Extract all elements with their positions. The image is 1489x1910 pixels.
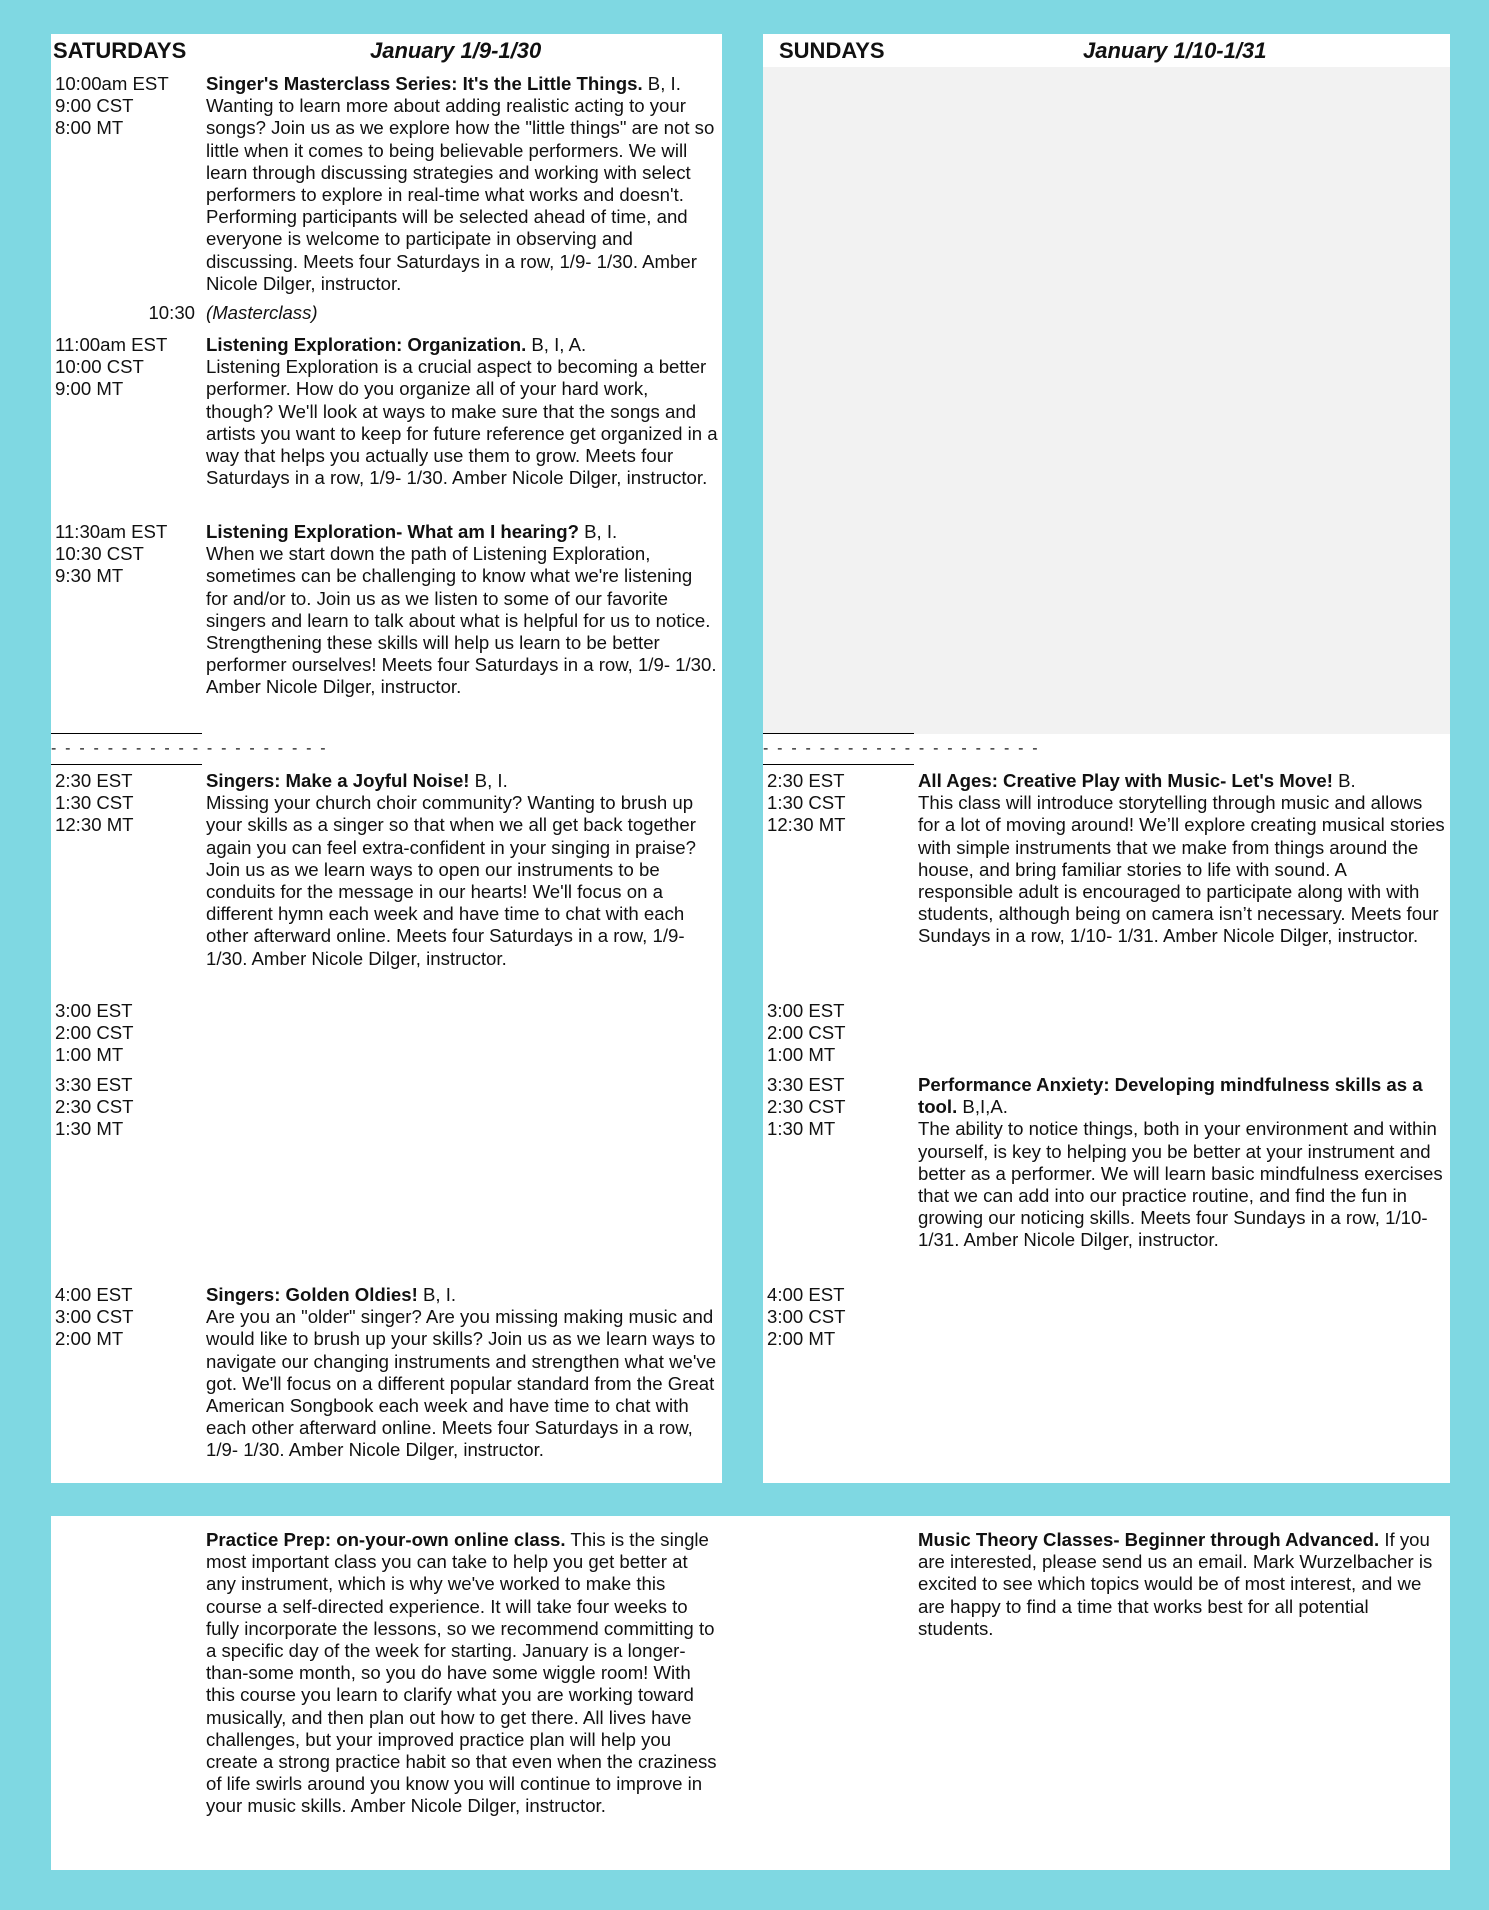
sunday-dates: January 1/10-1/31 bbox=[1083, 38, 1267, 63]
music-theory-title: Music Theory Classes- Beginner through Advanced. bbox=[918, 1529, 1380, 1550]
session-desc-text: This class will introduce storytelling through music and allows for a lot of moving around! We’ll explore creating musical stories with simple instruments that we make from things around the house, and bring familiar stories to life with sound. A responsible adult is encouraged to participate along with with students, although being on camera isn’t necessary. Meets four Sundays in a row, 1/10- 1/31. Amber Nicole Dilger, instructor. bbox=[918, 792, 1445, 947]
divider-line bbox=[763, 764, 914, 765]
practice-prep-title: Practice Prep: on-your-own online class. bbox=[206, 1529, 566, 1550]
session-levels: B, I. bbox=[578, 521, 618, 542]
session-description bbox=[206, 521, 718, 699]
masterclass-note: (Masterclass) bbox=[206, 302, 318, 323]
music-theory-description bbox=[918, 1529, 1446, 1640]
session-title: Listening Exploration- What am I hearing? bbox=[206, 521, 579, 542]
session-time: 10:30 bbox=[148, 302, 195, 323]
divider-dashes: - - - - - - - - - - - - - - - - - - - - bbox=[51, 740, 328, 757]
session-title: Listening Exploration: Organization. bbox=[206, 334, 527, 355]
session-time: 3:00 EST 2:00 CST 1:00 MT bbox=[55, 1000, 134, 1066]
sunday-heading: SUNDAYS bbox=[779, 38, 885, 63]
session-levels: B. bbox=[1332, 770, 1356, 791]
session-time: 3:30 EST 2:30 CST 1:30 MT bbox=[767, 1074, 846, 1140]
session-time: 11:00am EST 10:00 CST 9:00 MT bbox=[55, 334, 168, 400]
session-title: Singers: Golden Oldies! bbox=[206, 1284, 418, 1305]
session-desc-text: Wanting to learn more about adding realistic acting to your songs? Join us as we explore how the "little things" are not so little when it comes to being believable performers. We will learn through discussing strategies and working with select performers to explore in real-time what works and doesn't. Performing participants will be selected ahead of time, and everyone is welcome to participate in observing and discussing. Meets four Saturdays in a row, 1/9- 1/30. Amber Nicole Dilger, instructor. bbox=[206, 95, 715, 294]
practice-prep-text: This is the single most important class you can take to help you get better at any instrument, which is why we've worked to make this course a self-directed experience. It will take four weeks to fully incorporate the lessons, so we recommend committing to a specific day of the week for starting. January is a longer-than-some month, so you do have some wiggle room! With this course you learn to clarify what you are working toward musically, and then plan out how to get there. All lives have challenges, but your improved practice plan will help you create a strong practice habit so that even when the craziness of life swirls around you know you will continue to improve in your music skills. Amber Nicole Dilger, instructor. bbox=[206, 1529, 717, 1817]
session-levels: B,I,A. bbox=[957, 1096, 1008, 1118]
divider-line bbox=[763, 733, 914, 734]
divider-line bbox=[51, 733, 202, 734]
session-time: 3:00 EST 2:00 CST 1:00 MT bbox=[767, 1000, 846, 1066]
session-levels: B, I. bbox=[469, 770, 508, 791]
session-desc-text: Missing your church choir community? Wanting to brush up your skills as a singer so that when we all get back together again you can feel extra-confident in your singing in praise? Join us as we learn ways to open our instruments to be conduits for the message in our hearts! We'll focus on a different hymn each week and have time to chat with each other afterward online. Meets four Saturdays in a row, 1/9- 1/30. Amber Nicole Dilger, instructor. bbox=[206, 792, 696, 969]
divider-dashes: - - - - - - - - - - - - - - - - - - - - bbox=[763, 740, 1040, 757]
music-theory-text: If you are interested, please send us an email. Mark Wurzelbacher is excited to see which topics would be of most interest, and we are happy to find a time that works best for all potential students. bbox=[918, 1529, 1433, 1639]
saturday-dates: January 1/9-1/30 bbox=[370, 38, 542, 63]
session-levels: B, I, A. bbox=[526, 334, 587, 355]
session-time: 4:00 EST 3:00 CST 2:00 MT bbox=[767, 1284, 846, 1350]
session-time: 11:30am EST 10:30 CST 9:30 MT bbox=[55, 521, 168, 587]
session-description bbox=[206, 334, 718, 489]
session-levels: B, I. bbox=[417, 1284, 457, 1305]
session-time: 2:30 EST 1:30 CST 12:30 MT bbox=[767, 770, 846, 836]
session-title: All Ages: Creative Play with Music- Let's Move! bbox=[918, 770, 1333, 791]
session-description bbox=[918, 1074, 1446, 1252]
session-title: Performance Anxiety: Developing mindfulness skills as a tool. bbox=[918, 1074, 1423, 1118]
session-desc-text: When we start down the path of Listening Exploration, sometimes can be challenging to know what we're listening for and/or to. Join us as we listen to some of our favorite singers and learn to talk about what is helpful for us to notice. Strengthening these skills will help us learn to be better performer ourselves! Meets four Saturdays in a row, 1/9- 1/30. Amber Nicole Dilger, instructor. bbox=[206, 543, 717, 698]
session-time: 2:30 EST 1:30 CST 12:30 MT bbox=[55, 770, 134, 836]
session-desc-text: Are you an "older" singer? Are you missing making music and would like to brush up your skills? Join us as we learn ways to navigate our changing instruments and strengthen what we've got. We'll focus on a different popular standard from the Great American Songbook each week and have time to chat with each other afterward online. Meets four Saturdays in a row, 1/9- 1/30. Amber Nicole Dilger, instructor. bbox=[206, 1306, 717, 1461]
session-description bbox=[206, 1284, 718, 1462]
session-description bbox=[206, 73, 718, 295]
session-note bbox=[206, 302, 718, 324]
saturday-heading: SATURDAYS bbox=[53, 38, 187, 63]
session-desc-text: Listening Exploration is a crucial aspect to becoming a better performer. How do you organize all of your hard work, though? We'll look at ways to make sure that the songs and artists you want to keep for future reference get organized in a way that helps you actually use them to grow. Meets four Saturdays in a row, 1/9- 1/30. Amber Nicole Dilger, instructor. bbox=[206, 356, 718, 489]
session-description bbox=[918, 770, 1446, 948]
session-time: 3:30 EST 2:30 CST 1:30 MT bbox=[55, 1074, 134, 1140]
session-time: 4:00 EST 3:00 CST 2:00 MT bbox=[55, 1284, 134, 1350]
sunday-empty-morning-block bbox=[763, 67, 1450, 734]
session-title: Singer's Masterclass Series: It's the Little Things. bbox=[206, 73, 643, 94]
divider-line bbox=[51, 764, 202, 765]
session-levels: B, I. bbox=[642, 73, 681, 94]
session-time: 10:00am EST 9:00 CST 8:00 MT bbox=[55, 73, 169, 139]
session-desc-text: The ability to notice things, both in your environment and within yourself, is key to helping you be better at your instrument and better as a performer. We will learn basic mindfulness exercises that we can add into our practice routine, and find the fun in growing our noticing skills. Meets four Sundays in a row, 1/10- 1/31. Amber Nicole Dilger, instructor. bbox=[918, 1118, 1443, 1251]
session-title: Singers: Make a Joyful Noise! bbox=[206, 770, 470, 791]
practice-prep-description bbox=[206, 1529, 718, 1818]
session-description bbox=[206, 770, 718, 970]
